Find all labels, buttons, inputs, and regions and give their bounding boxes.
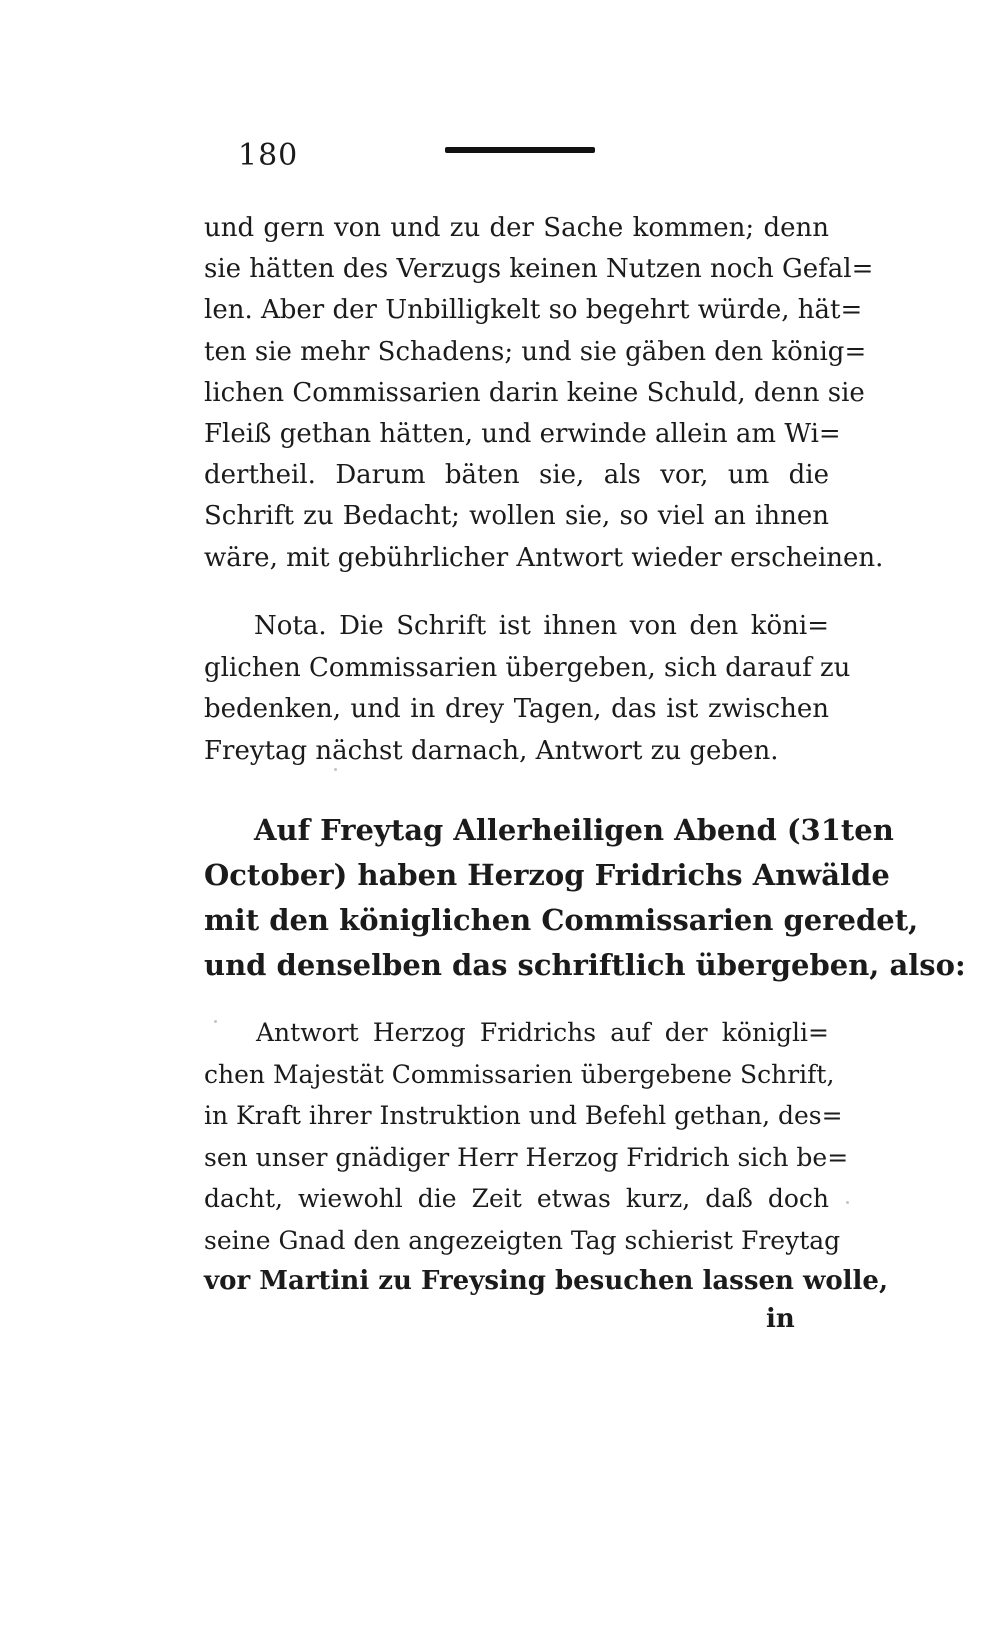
text-line: seine Gnad den angezeigten Tag schierist Freytag <box>204 1225 841 1255</box>
text-line: vor Martini zu Freysing besuchen lassen wolle, <box>204 1266 889 1296</box>
text-line: in Kraft ihrer Instruktion und Befehl gethan, des= <box>204 1101 843 1130</box>
text-line: mit den königlichen Commissarien geredet, <box>204 903 919 937</box>
text-line: Nota. Die Schrift ist ihnen von den köni= <box>254 611 829 641</box>
text-line: und gern von und zu der Sache kommen; denn <box>204 213 829 243</box>
print-speck <box>214 1020 217 1023</box>
paragraph-1 <box>204 208 884 579</box>
text-line: Freytag nächst darnach, Antwort zu geben. <box>204 735 779 766</box>
text-line: ten sie mehr Schadens; und sie gäben den könig= <box>204 336 867 367</box>
text-line: chen Majestät Commissarien übergebene Schrift, <box>204 1059 835 1089</box>
text-line: Auf Freytag Allerheiligen Abend (31ten <box>254 813 894 847</box>
print-speck <box>334 768 337 771</box>
text-line: und denselben das schriftlich übergeben, also: <box>204 948 966 982</box>
paragraph-nota <box>204 606 851 772</box>
text-line: dertheil. Darum bäten sie, als vor, um die <box>204 460 829 491</box>
text-line: sie hätten des Verzugs keinen Nutzen noch Gefal= <box>204 254 874 285</box>
text-line: dacht, wiewohl die Zeit etwas kurz, daß doch <box>204 1184 829 1213</box>
text-line: glichen Commissarien übergeben, sich darauf zu <box>204 652 851 683</box>
text-line: Schrift zu Bedacht; wollen sie, so viel an ihnen <box>204 501 829 532</box>
text-line: lichen Commissarien darin keine Schuld, denn sie <box>204 377 865 408</box>
text-line: October) haben Herzog Fridrichs Anwälde <box>204 858 890 892</box>
header-rule <box>445 147 595 153</box>
paragraph-antwort <box>204 1012 889 1303</box>
catchword: in <box>766 1304 795 1334</box>
print-speck <box>846 1201 849 1204</box>
section-heading <box>204 808 966 988</box>
text-line: sen unser gnädiger Herr Herzog Fridrich sich be= <box>204 1142 849 1172</box>
page-number: 180 <box>238 138 299 173</box>
text-line: Antwort Herzog Fridrichs auf der königli= <box>256 1018 829 1047</box>
text-line: len. Aber der Unbilligkelt so begehrt würde, hät= <box>204 295 863 326</box>
text-line: bedenken, und in drey Tagen, das ist zwischen <box>204 694 829 724</box>
text-line: wäre, mit gebührlicher Antwort wieder erscheinen. <box>204 542 884 573</box>
text-line: Fleiß gethan hätten, und erwinde allein am Wi= <box>204 419 841 450</box>
